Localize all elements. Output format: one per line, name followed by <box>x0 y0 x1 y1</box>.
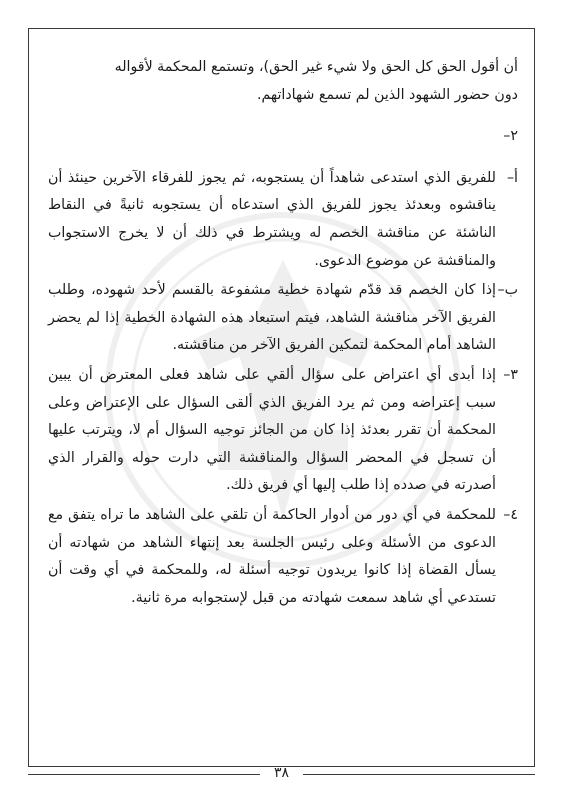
section-4-text: للمحكمة في أي دور من أدوار الحاكمة أن تلقي على الشاهد ما تراه يتفق مع الدعوى من الأسئلة وعلى رئيس الجلسة بعد إنتهاء الشاهد من شهادته أن يسأل القضاة إذا كانوا يريدون توجيه أسئلة له، وللمحكمة في أي وقت أن تستدعي أي شاهد سمعت شهادته من قبل لإستجوابه مرة ثانية. <box>48 506 496 606</box>
section-4 <box>48 502 518 612</box>
section-4-marker: ٤– <box>503 506 518 523</box>
section-3 <box>48 362 518 500</box>
document-body <box>48 54 518 612</box>
clause-2a-marker: أ– <box>506 169 518 186</box>
page-number: ٣٨ <box>273 765 290 781</box>
clause-2a-text: للفريق الذي استدعى شاهداً أن يستجوبه، ثم يجوز للفرقاء الآخرين حينئذ أن يناقشوه وبعدئذ يجوز للفريق الذي استدعاه أن يستجوبه ثانيةً في النقاط الناشئة عن مناقشة الخصم له ويشترط في ذلك أن لا يخرج الاستجواب والمناقشة عن موضوع الدعوى. <box>48 169 496 269</box>
page-number-rule-right <box>303 774 535 775</box>
section-2-number: ٢– <box>503 128 518 145</box>
intro-line-2: دون حضور الشهود الذين لم تسمع شهاداتهم. <box>256 86 518 103</box>
clause-2a <box>48 165 518 275</box>
section-3-text: إذا أبدى أي اعتراض على سؤال ألقي على شاهد فعلى المعترض أن يبين سبب إعتراضه ومن ثم يرد الفريق الذي ألقى السؤال على الإعتراض وعلى المحكمة أن تقرر بعدئذ إذا كان من الجائز توجيه السؤال أم لا، ويترتب عليها أن تسجل في المحضر السؤال والمناقشة التي دارت حوله والقرار الذي أصدرته في صدده إذا طلب إليها أي فريق ذلك. <box>48 366 496 494</box>
clause-2b <box>48 277 518 360</box>
section-3-marker: ٣– <box>503 366 518 383</box>
intro-line-1: أن أقول الحق كل الحق ولا شيء غير الحق)، وتستمع المحكمة لأقواله <box>114 59 518 75</box>
clause-2b-text: إذا كان الخصم قد قدّم شهادة خطية مشفوعة بالقسم لأحد شهوده، وطلب الفريق الآخر مناقشة الشاهد، فيتم استبعاد هذه الشهادة الخطية إذا لم يحضر الشاهد أمام المحكمة لتمكين الفريق الآخر من مناقشته. <box>48 282 496 354</box>
clause-2b-marker: ب– <box>497 282 518 299</box>
